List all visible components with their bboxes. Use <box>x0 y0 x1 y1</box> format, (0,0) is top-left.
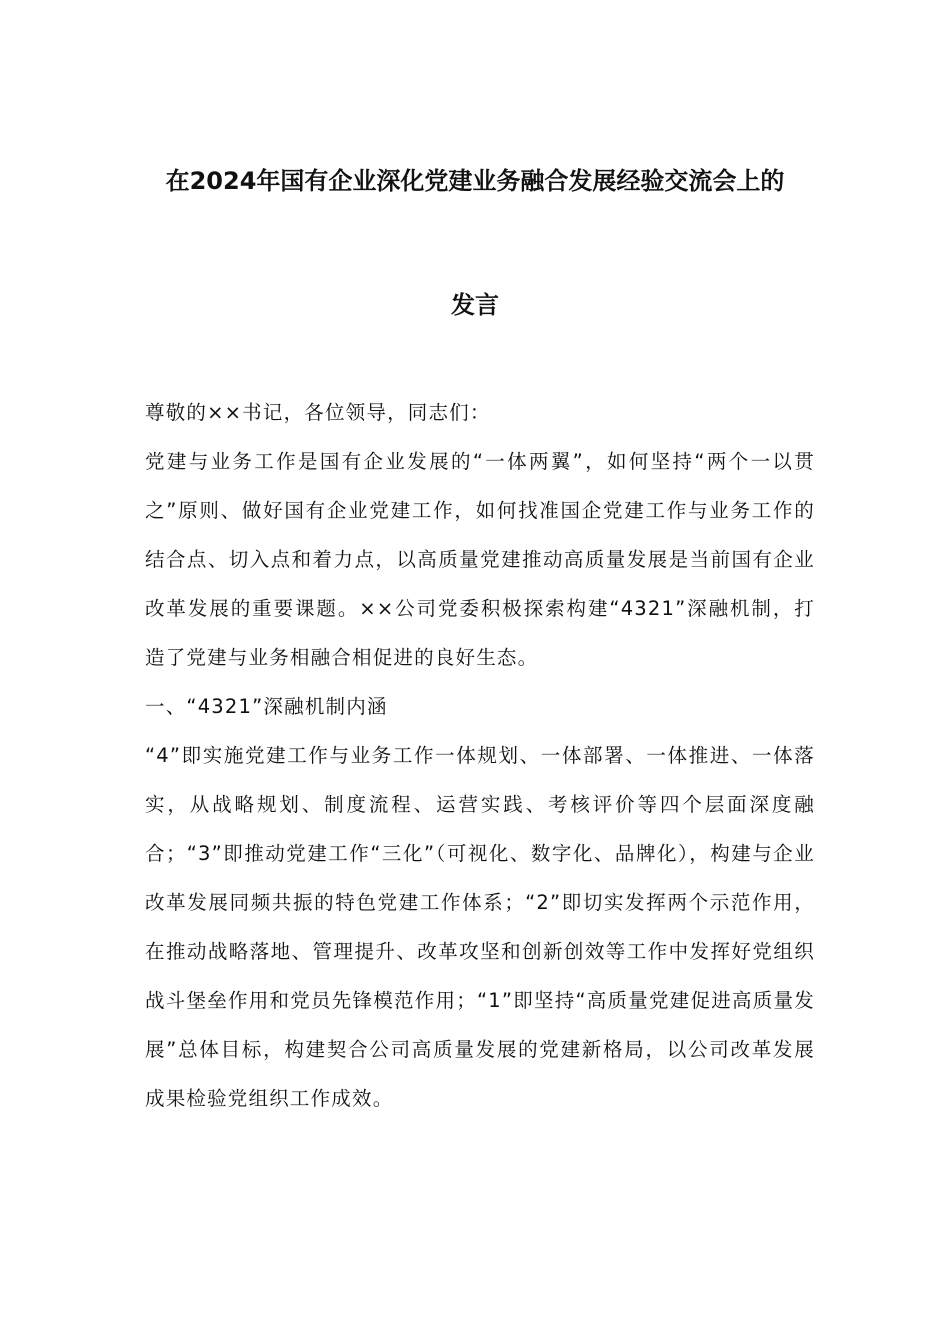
paragraph-mechanism <box>145 731 815 1123</box>
paragraph-intro-text: 党建与业务工作是国有企业发展的“一体两翼”，如何坚持“两个一以贯之”原则、做好国有企业党建工作，如何找准国企党建工作与业务工作的结合点、切入点和着力点，以高质量党建推动高质量发展是当前国有企业改革发展的重要课题。××公司党委积极探索构建“4321”深融机制，打造了党建与业务相融合相促进的良好生态。 <box>145 450 815 669</box>
document-title-line-2: 发言 <box>451 291 499 319</box>
paragraph-intro <box>145 437 815 682</box>
paragraph-mechanism-text: “4”即实施党建工作与业务工作一体规划、一体部署、一体推进、一体落实，从战略规划、制度流程、运营实践、考核评价等四个层面深度融合；“3”即推动党建工作“三化”（可视化、数字化、品牌化），构建与企业改革发展同频共振的特色党建工作体系；“2”即切实发挥两个示范作用，在推动战略落地、管理提升、改革攻坚和创新创效等工作中发挥好党组织战斗堡垒作用和党员先锋模范作用；“1”即坚持“高质量党建促进高质量发展”总体目标，构建契合公司高质量发展的党建新格局，以公司改革发展成果检验党组织工作成效。 <box>145 744 815 1110</box>
salutation <box>145 388 815 437</box>
section-heading <box>145 682 815 731</box>
document-title-line-1: 在2024年国有企业深化党建业务融合发展经验交流会上的 <box>165 167 785 195</box>
section-heading-text: 一、“4321”深融机制内涵 <box>145 695 388 718</box>
salutation-text: 尊敬的××书记，各位领导，同志们： <box>145 401 491 424</box>
